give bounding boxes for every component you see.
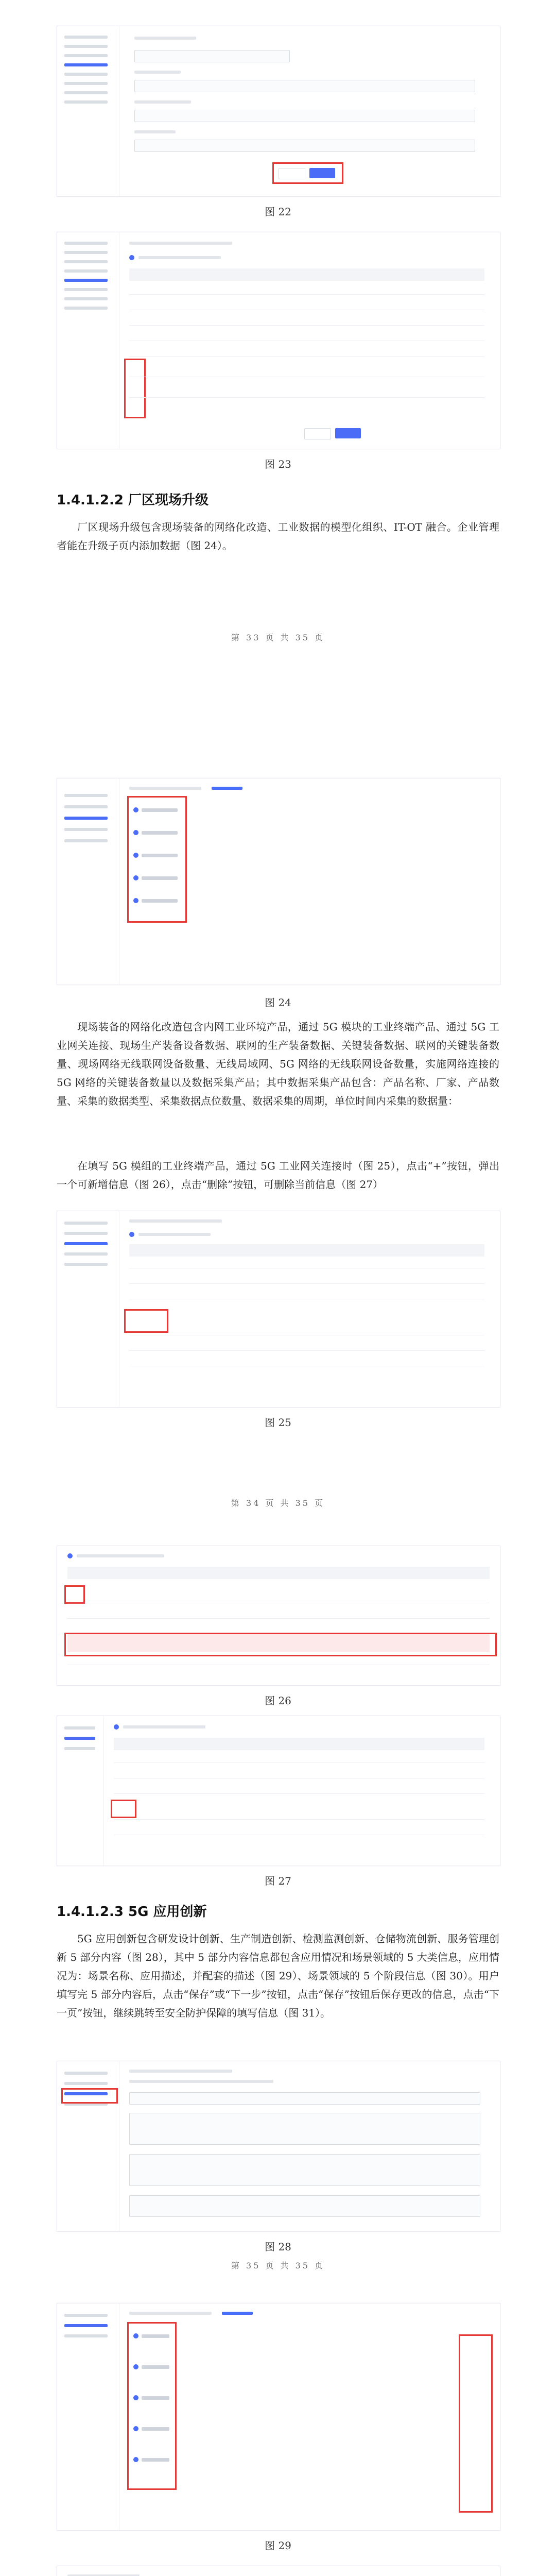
sidebar <box>57 778 119 985</box>
sidebar <box>57 1716 104 1866</box>
caption-fig23: 图 23 <box>265 458 291 470</box>
page-number: 第 34 页 共 35 页 <box>231 1498 325 1508</box>
paragraph: 在填写 5G 模组的工业终端产品，通过 5G 工业网关连接时（图 25），点击“+”按钮，弹出一个可新增信息（图 26），点击“删除”按钮，可删除当前信息（图 27） <box>57 1160 499 1191</box>
sidebar <box>57 26 119 196</box>
highlight-box <box>459 2334 493 2513</box>
screenshot-fig30 <box>57 2566 500 2576</box>
screenshot-fig24 <box>57 778 500 985</box>
section-heading: 1.4.1.2.3 5G 应用创新 <box>57 1904 207 1920</box>
screenshot-fig28 <box>57 2061 500 2232</box>
screenshot-fig25 <box>57 1211 500 1408</box>
paragraph: 厂区现场升级包含现场装备的网络化改造、工业数据的模型化组织、IT-OT 融合。企业管理者能在升级子页内添加数据（图 24）。 <box>57 521 499 552</box>
screenshot-fig27 <box>57 1716 500 1866</box>
paragraph: 5G 应用创新包含研发设计创新、生产制造创新、检测监测创新、仓储物流创新、服务管理创新 5 部分内容（图 28），其中 5 部分内容信息都包含应用情况和场景领域的 5 大类信息，应用情况为：场景名称、应用描述，并配套的描述（图 29）、场景领域的 5 个阶段信息（图 30）。用户填写完 5 部分内容后，点击“保存”或“下一步”按钮，点击“保存”按钮后保存更改的信息，点击“下一页”按钮，继续跳转至安全防护保障的填写信息（图 31）。 <box>57 1933 499 2019</box>
sidebar <box>57 232 119 449</box>
caption-fig27: 图 27 <box>265 1875 291 1887</box>
section-heading: 1.4.1.2.2 厂区现场升级 <box>57 493 209 508</box>
caption-fig22: 图 22 <box>265 206 291 218</box>
paragraph: 现场装备的网络化改造包含内网工业环境产品，通过 5G 模块的工业终端产品、通过 5G 工业网关连接、现场生产装备设备数据、联网的生产装备数据、关键装备数据、联网的关键装备数量、现场网络无线联网设备数量、无线局域网、5G 网络的无线联网设备数量，实施网络连接的 5G 网络的关键装备数量以及数据采集产品；其中数据采集产品包含：产品名称、厂家、产品数量、采集的数据类型、采集数据点位数量、数据采集的周期，单位时间内采集的数据量： <box>57 1021 499 1107</box>
caption-fig29: 图 29 <box>265 2539 291 2552</box>
highlight-box <box>124 1309 168 1333</box>
highlight-box <box>272 162 343 184</box>
highlight-box <box>61 2088 118 2104</box>
highlight-box <box>127 2322 177 2490</box>
sidebar <box>57 1211 119 1407</box>
highlight-box <box>64 1585 85 1604</box>
sidebar <box>57 2061 119 2231</box>
page-number: 第 35 页 共 35 页 <box>231 2261 325 2270</box>
highlight-box <box>64 1633 497 1656</box>
sidebar <box>57 2303 119 2530</box>
screenshot-fig29 <box>57 2303 500 2531</box>
caption-fig26: 图 26 <box>265 1694 291 1707</box>
caption-fig25: 图 25 <box>265 1416 291 1429</box>
highlight-box <box>127 796 187 923</box>
highlight-box <box>111 1800 136 1818</box>
next-button[interactable] <box>335 428 361 438</box>
page-number: 第 33 页 共 35 页 <box>231 633 325 642</box>
caption-fig28: 图 28 <box>265 2241 291 2253</box>
caption-fig24: 图 24 <box>265 996 291 1009</box>
screenshot-fig26 <box>57 1546 500 1686</box>
screenshot-fig23 <box>57 232 500 449</box>
screenshot-fig22 <box>57 26 500 197</box>
highlight-box <box>124 359 146 418</box>
save-button[interactable] <box>304 428 331 439</box>
